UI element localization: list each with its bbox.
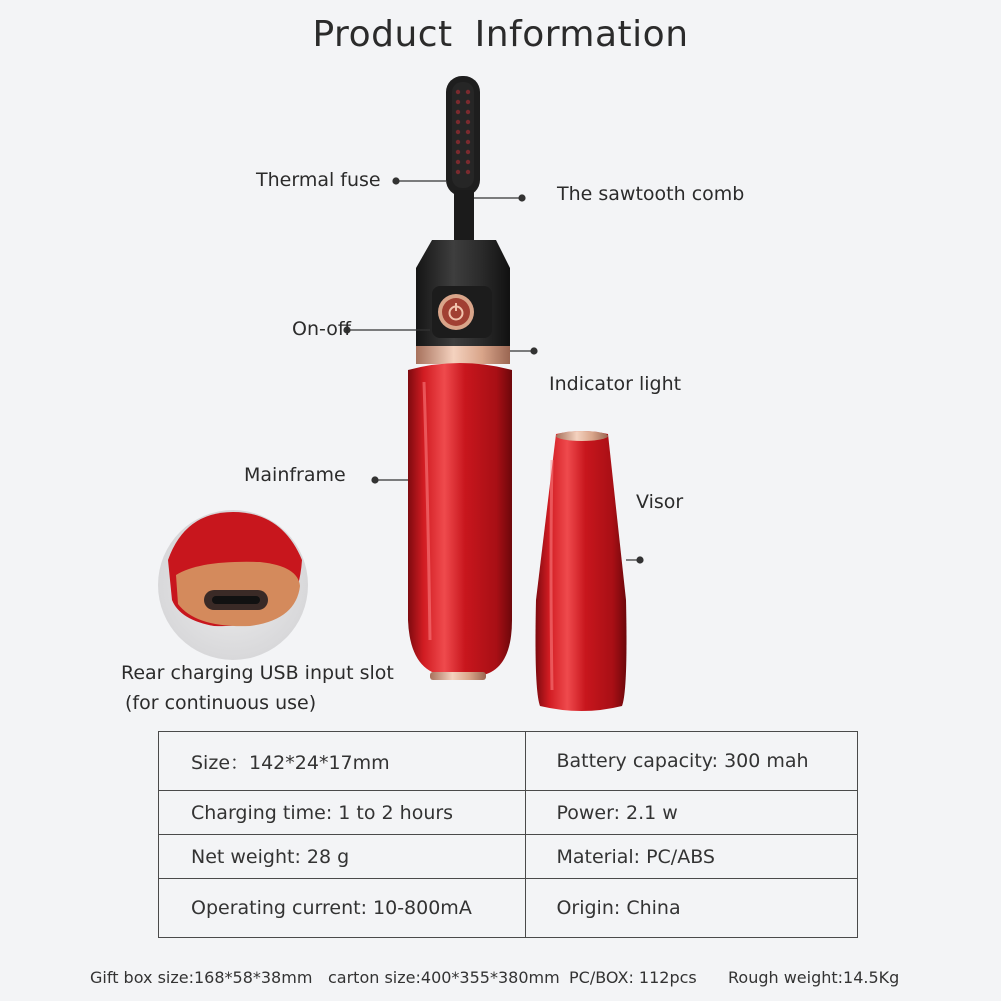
- spec-cell: Net weight: 28 g: [159, 835, 526, 879]
- footer-gift-box: Gift box size:168*58*38mm: [90, 968, 313, 987]
- footer-pc-box: PC/BOX: 112pcs: [569, 968, 697, 987]
- spec-table: [158, 731, 858, 938]
- label-visor: Visor: [636, 491, 684, 513]
- spec-cell: Charging time: 1 to 2 hours: [159, 791, 526, 835]
- head-housing: [416, 240, 510, 346]
- footer-carton: carton size:400*355*380mm: [328, 968, 560, 987]
- visor-cap: [536, 431, 627, 711]
- spec-cell: Material: PC/ABS: [526, 835, 858, 879]
- label-indicator-light: Indicator light: [549, 373, 682, 395]
- spec-cell: Power: 2.1 w: [526, 791, 858, 835]
- power-button: [438, 294, 474, 330]
- label-usb-slot: [121, 658, 394, 718]
- label-sawtooth-comb: The sawtooth comb: [557, 183, 745, 205]
- usb-slot-inset: [158, 510, 308, 660]
- spec-cell: Size：142*24*17mm: [159, 732, 526, 791]
- spec-cell: Battery capacity: 300 mah: [526, 732, 858, 791]
- spec-cell: Operating current: 10-800mA: [159, 879, 526, 938]
- table-row: [159, 732, 858, 791]
- indicator-ring: [416, 346, 510, 364]
- sawtooth-comb: [446, 76, 480, 242]
- footer-weight: Rough weight:14.5Kg: [728, 968, 900, 987]
- label-on-off: On-off: [292, 318, 351, 340]
- spec-cell: Origin: China: [526, 879, 858, 938]
- mainframe-body: [408, 363, 512, 680]
- table-row: [159, 835, 858, 879]
- usb-label-line2: (for continuous use): [125, 692, 317, 714]
- table-row: [159, 791, 858, 835]
- table-row: [159, 879, 858, 938]
- page-title: Product Information: [312, 14, 689, 55]
- usb-label-line1: Rear charging USB input slot: [121, 662, 394, 684]
- label-mainframe: Mainframe: [244, 464, 346, 486]
- label-thermal-fuse: Thermal fuse: [256, 169, 381, 191]
